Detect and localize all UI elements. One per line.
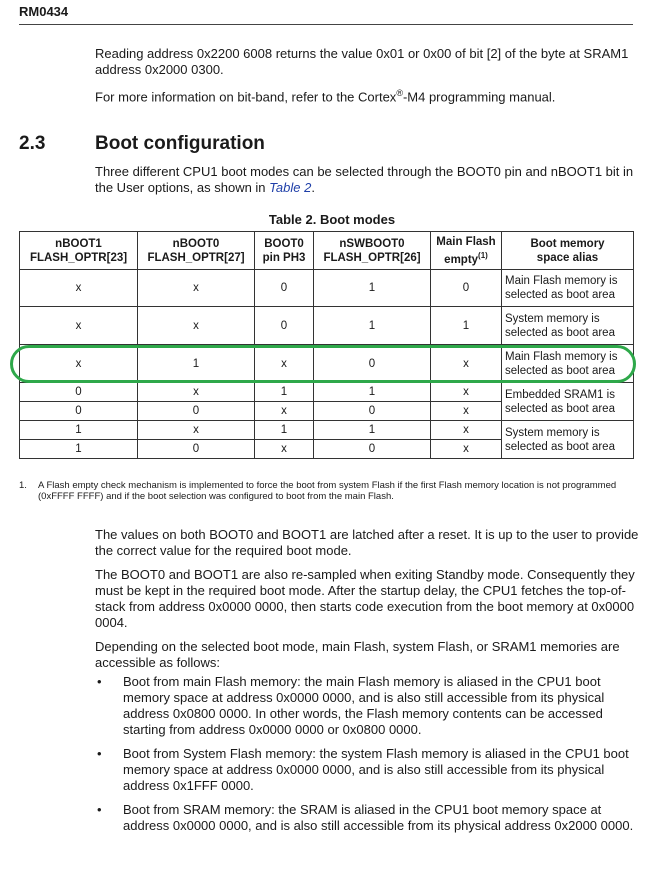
- footnote-number: 1.: [19, 480, 27, 491]
- cell: 0: [314, 440, 431, 459]
- header-main-flash-empty: Main Flash empty$^{(1)}$: [431, 232, 502, 270]
- header-nboot0: nBOOT0 FLASH_OPTR[27]: [138, 232, 255, 270]
- cell: x: [20, 270, 138, 307]
- cell: x: [431, 345, 502, 383]
- cell: 0: [314, 345, 431, 383]
- body-paragraph-1: The values on both BOOT0 and BOOT1 are latched after a reset. It is up to the user to provide the correct value for the required boot mode.: [95, 527, 639, 558]
- cell: 0: [255, 270, 314, 307]
- header-boot0-pin: BOOT0 pin PH3: [255, 232, 314, 270]
- alias-cell: Embedded SRAM1 is selected as boot area: [502, 383, 634, 421]
- row-highlight-ellipse: [10, 345, 636, 383]
- bullet-text: Boot from SRAM memory: the SRAM is aliased in the CPU1 boot memory space at address 0x0000 0000, and is also still accessible from its physical address 0x2000 0000.: [123, 802, 634, 833]
- cell: 0: [20, 383, 138, 402]
- list-item: [95, 674, 640, 738]
- document-id: RM0434: [19, 4, 69, 19]
- intro-p2-text: For more information on bit-band, refer to the Cortex: [95, 89, 397, 105]
- table-caption: Table 2. Boot modes: [268, 212, 396, 227]
- header-divider: [19, 24, 633, 25]
- alias-cell: System memory is selected as boot area: [502, 421, 634, 459]
- cell: 1: [255, 421, 314, 440]
- cell: 1: [20, 421, 138, 440]
- bullet-icon: •: [97, 746, 102, 761]
- alias-cell: Main Flash memory is selected as boot area: [502, 345, 634, 383]
- table-header-row: [20, 232, 634, 270]
- list-item: [95, 746, 640, 794]
- cell: 1: [431, 307, 502, 345]
- cell: 0: [20, 402, 138, 421]
- header-boot-memory-alias: Boot memory space alias: [502, 232, 634, 270]
- cell: x: [255, 402, 314, 421]
- cell: 1: [20, 440, 138, 459]
- bullet-icon: •: [97, 674, 102, 689]
- bullet-icon: •: [97, 802, 102, 817]
- cell: 0: [431, 270, 502, 307]
- cell: x: [138, 383, 255, 402]
- cell: x: [255, 440, 314, 459]
- intro-p2-tail: -M4 programming manual.: [402, 89, 556, 105]
- cell: 0: [255, 307, 314, 345]
- cell: x: [138, 307, 255, 345]
- table-row: [20, 421, 634, 440]
- alias-cell: System memory is selected as boot area: [502, 307, 634, 345]
- registered-mark: ®: [396, 88, 403, 98]
- cell: x: [138, 421, 255, 440]
- list-item: [95, 802, 640, 834]
- table-row: [20, 307, 634, 345]
- table-row: [20, 383, 634, 402]
- cell: x: [431, 383, 502, 402]
- alias-cell: Main Flash memory is selected as boot area: [502, 270, 634, 307]
- boot-mode-bullet-list: [95, 674, 640, 842]
- cell: x: [431, 440, 502, 459]
- intro-paragraph-1: Reading address 0x2200 6008 returns the value 0x01 or 0x00 of bit [2] of the byte at SRAM1 address 0x2000 0300.: [95, 46, 629, 77]
- body-paragraph-2: The BOOT0 and BOOT1 are also re-sampled when exiting Standby mode. Consequently they must be kept in the required boot mode. After the startup delay, the CPU1 fetches the top-of-stack from address 0x0000 0000, then starts code execution from the boot memory at 0x0000 0004.: [95, 567, 635, 630]
- cell: 1: [314, 307, 431, 345]
- cell: 1: [314, 270, 431, 307]
- table-2-link[interactable]: Table 2: [269, 180, 312, 195]
- cell: x: [431, 402, 502, 421]
- intro-paragraph-2: [95, 85, 640, 105]
- cell: x: [255, 345, 314, 383]
- cell: x: [138, 270, 255, 307]
- header-nswboot0: nSWBOOT0 FLASH_OPTR[26]: [314, 232, 431, 270]
- cell: x: [20, 345, 138, 383]
- section-intro-text: Three different CPU1 boot modes can be selected through the BOOT0 pin and nBOOT1 bit in the User options, as shown in: [95, 164, 634, 195]
- bullet-text: Boot from main Flash memory: the main Flash memory is aliased in the CPU1 boot memory space at address 0x0000 0000, and is also still accessible from its physical address 0x0800 0000. In other words, the Flash memory contents can be accessed starting from address 0x0000 0000 or 0x0800 0000.: [123, 674, 605, 737]
- cell: 1: [255, 383, 314, 402]
- cell: 1: [314, 421, 431, 440]
- body-paragraph-3: Depending on the selected boot mode, main Flash, system Flash, or SRAM1 memories are accessible as follows:: [95, 639, 620, 670]
- cell: 0: [138, 402, 255, 421]
- cell: 1: [138, 345, 255, 383]
- bullet-text: Boot from System Flash memory: the system Flash memory is aliased in the CPU1 boot memory space at address 0x0000 0000, and is also still accessible from its physical address 0x1FFF 0000.: [123, 746, 629, 793]
- footnote-text: A Flash empty check mechanism is implemented to force the boot from system Flash if the first Flash memory location is not programmed (0xFFFF FFFF) and if the boot selection was configured to boot from the main Flash.: [38, 480, 617, 502]
- header-nboot1: nBOOT1 FLASH_OPTR[23]: [20, 232, 138, 270]
- cell: 0: [314, 402, 431, 421]
- cell: 1: [314, 383, 431, 402]
- section-title: Boot configuration: [95, 133, 265, 154]
- table-row: [20, 270, 634, 307]
- section-intro-tail: .: [311, 180, 315, 195]
- cell: 0: [138, 440, 255, 459]
- cell: x: [20, 307, 138, 345]
- section-number: 2.3: [19, 133, 46, 154]
- section-intro: [95, 164, 640, 196]
- cell: x: [431, 421, 502, 440]
